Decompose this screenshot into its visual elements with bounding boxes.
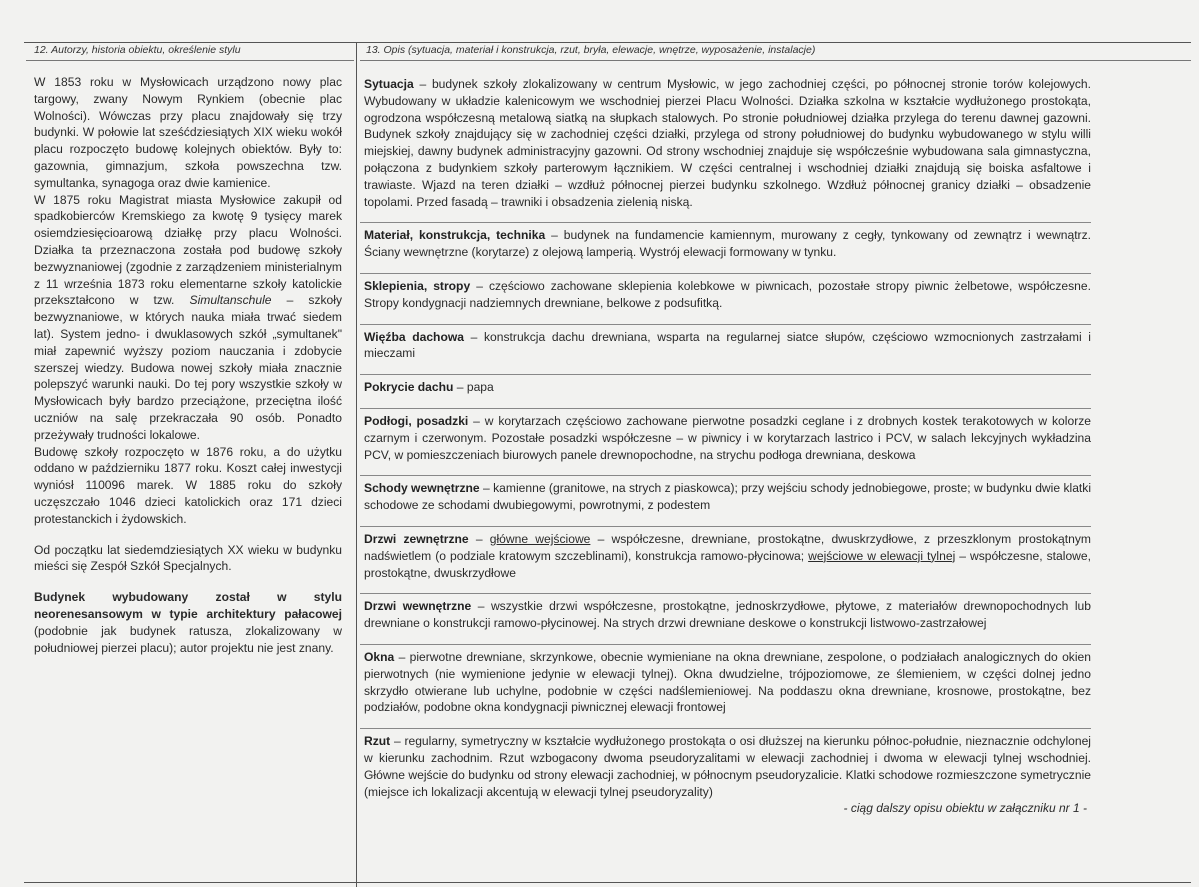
top-rule [24, 42, 1191, 43]
section-wiezba: Więźba dachowa – konstrukcja dachu drewniana, wsparta na regularnej siatce słupów, częściowo wzmocnionych zastrzałami i mieczami [364, 329, 1091, 361]
section-drzwi-wewnetrzne: Drzwi wewnętrzne – wszystkie drzwi współczesne, prostokątne, jednoskrzydłowe, płytowe, z materiałów drewnopochodnych lub drewniane o konstrukcji ramowo-płycinowej. Na strych drzwi drewniane deskowe o konstrukcji listwowo-zastrzałowej [364, 599, 1091, 631]
style-paragraph: Budynek wybudowany został w stylu neorenesansowym w typie architektury pałacowej (podobnie jak budynek ratusza, zlokalizowany w południowej pierzei placu); autor projektu nie jest znany. [34, 590, 342, 655]
section-pokrycie: Pokrycie dachu – papa [364, 380, 494, 395]
section-material: Materiał, konstrukcja, technika – budynek na fundamencie kamiennym, murowany z cegły, tynkowany od zewnątrz i wewnątrz. Ściany wewnętrzne (korytarze) z olejową lamperią. Wystrój elewacji formowany w tynku. [364, 228, 1091, 260]
section-schody: Schody wewnętrzne – kamienne (granitowe, na strych z piaskowca); przy wejściu schody jednobiegowe, proste; w budynku dwie klatki schodowe ze schodami dwubiegowymi, powrotnymi, z podestem [364, 481, 1092, 513]
description-column [364, 76, 1091, 817]
section-rzut: Rzut – regularny, symetryczny w kształcie wydłużonego prostokąta o osi dłuższej na kierunku północ-południe, nieznacznie odchylonej w kierunku zachodnim. Rzut wzbogacony dwoma pseudoryzalitami w elewacji zachodniej i dwoma w elewacji tylnej wschodniej. Główne wejście do budynku od strony elewacji zachodniej, w północnym pseudoryzalicie. Klatki schodowe rozmieszczone symetrycznie (miejsce ich lokalizacji akcentują w elewacji tylnej pseudoryzality) [364, 734, 1091, 799]
history-column [34, 74, 342, 656]
section-podlogi: Podłogi, posadzki – w korytarzach częściowo zachowane pierwotne posadzki ceglane i z drobnych kostek terakotowych w kolorze czarnym i czerwonym. Pozostałe posadzki współczesne – w piwnicy i w korytarzach lastrico i PCV, w salach lekcyjnych wykładzina PCV, w pomieszczeniach biurowych panele drewnopochodne, na strychu podłoga drewniana, deskowa [364, 413, 1092, 462]
history-paragraph: W 1853 roku w Mysłowicach urządzono nowy plac targowy, zwany Nowym Rynkiem (obecnie plac Wolności). Wówczas przy placu znajdowały się trzy budynki. W połowie lat sześćdziesiątych XIX wieku wokół placu rozpoczęto budowę kolejnych obiektów. Były to: gazownia, gimnazjum, szkoła powszechna tzw. symultanka, synagoga oraz dwie kamienice. [34, 75, 342, 190]
continuation-note: - ciąg dalszy opisu obiektu w załączniku nr 1 - [843, 801, 1087, 816]
section-13-header: 13. Opis (sytuacja, materiał i konstrukcja, rzut, bryła, elewacje, wnętrze, wyposażenie, instalacje) [366, 44, 816, 56]
section-12-header: 12. Autorzy, historia obiektu, określenie stylu [34, 44, 241, 56]
history-paragraph: Budowę szkoły rozpoczęto w 1876 roku, a do użytku oddano w październiku 1877 roku. Koszt całej inwestycji wyniósł 110096 marek. W 1885 roku do szkoły uczęszczało 1046 dzieci katolickich oraz 171 dzieci protestanckich i żydowskich. [34, 444, 342, 526]
header-underline-left [26, 60, 354, 61]
history-paragraph: W 1875 roku Magistrat miasta Mysłowice zakupił od spadkobierców Kremskiego za kwotę 9 tysięcy marek osiemdziesięcioarową działkę przy placu Wolności. Działka ta przeznaczona została pod budowę szkoły bezwyznaniowej (zgodnie z zarządzeniem ministerialnym z 11 września 1873 roku elementarne szkoły katolickie przekształcono w tzw. Simultanschule – szkoły bezwyznaniowe, w których nauka miała trwać siedem lat). System jedno- i dwuklasowych szkół „symultanek" miał zapewnić wyższy poziom nauczania i zdobycie szerszej wiedzy. Budowa nowej szkoły miała znacznie polepszyć warunki nauki. Do tej pory wszystkie szkoły w Mysłowicach były bardzo przeciążone, przeciętna ilość uczniów na salę przekraczała 90 osób. Ponadto przeżywały trudności lokalowe. [34, 192, 343, 442]
section-okna: Okna – pierwotne drewniane, skrzynkowe, obecnie wymieniane na okna drewniane, zespolone, o podziałach analogicznych do okien pierwotnych (nie wymienione jedynie w elewacji tylnej). Okna dwudzielne, trójpoziomowe, ze ślemieniem, w części dolnej jedno skrzydło otwierane lub uchylne, podobnie w części nadślemieniowej. Na poddaszu okna drewniane, krosnowe, prostokątne, bez podziałów, podobne okna kondygnacji piwnicznej elewacji frontowej [364, 649, 1091, 715]
header-underline-right [360, 60, 1191, 61]
bottom-rule [24, 882, 1191, 883]
section-sytuacja: Sytuacja – budynek szkoły zlokalizowany w centrum Mysłowic, w jego zachodniej części, po północnej stronie torów kolejowych. Wybudowany w układzie kalenicowym we wschodniej pierzei Placu Wolności. Działka szkolna w kształcie wydłużonego prostokąta, ogrodzona współczesną metalową siatką na słupkach stalowych. Po stronie południowej działka przylega do terenu dawnej gazowni. Budynek szkoły znajdujący się w zachodniej części działki, przylega od strony południowej do budynku wybudowanego w stylu willi miejskiej, dawny budynek administracyjny gazowni. Od strony wschodniej znajduje się współcześnie wybudowana sala gimnastyczna, połączona z budynkiem szkoły parterowym łącznikiem. W części centralnej i wschodniej działki znajdują się boiska asfaltowe i trawiaste. Wjazd na teren działki – wzdłuż północnej pierzei budynku szkolnego. Wzdłuż północnej granicy działki – obsadzenie topolami. Przed fasadą – trawniki i obsadzenia zielenią niską. [364, 77, 1091, 209]
column-divider [356, 42, 357, 887]
history-paragraph: Od początku lat siedemdziesiątych XX wieku w budynku mieści się Zespół Szkół Specjalnych. [34, 542, 342, 574]
section-drzwi-zewnetrzne: Drzwi zewnętrzne – główne wejściowe – współczesne, drewniane, prostokątne, dwuskrzydłowe, z przeszklonym prostokątnym nadświetlem (o podziale kratowym szczeblinami), konstrukcja ramowo-płycinowa; wejściowe w elewacji tylnej – współczesne, stalowe, prostokątne, dwuskrzydłowe [364, 531, 1091, 580]
section-sklepienia: Sklepienia, stropy – częściowo zachowane sklepienia kolebkowe w piwnicach, pozostałe stropy piwnic żelbetowe, współczesne. Stropy kondygnacji nadziemnych drewniane, belkowe z podsufitką. [364, 278, 1091, 310]
